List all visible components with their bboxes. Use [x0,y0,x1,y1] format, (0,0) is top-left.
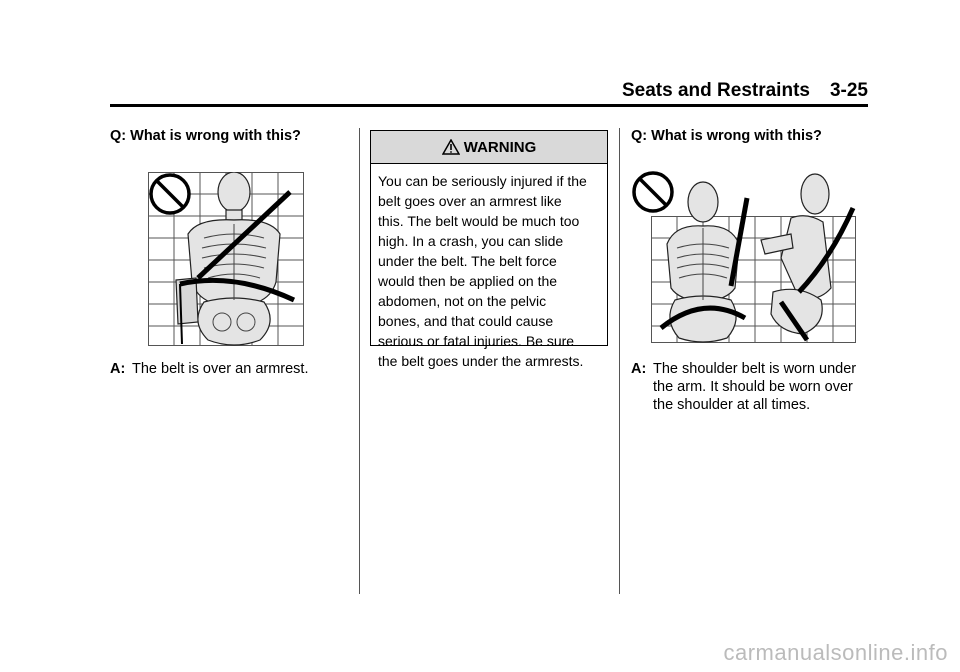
side-skeleton-figure [761,174,831,334]
warning-line: high. In a crash, you can slide [378,233,564,249]
warning-line: this. The belt would be much too [378,213,580,229]
answer-label: A: [631,361,647,377]
right-column [631,128,871,413]
answer-label: A: [110,361,126,377]
warning-line: belt goes over an armrest like [378,193,562,209]
warning-line: bones, and that could cause [378,313,554,329]
warning-line: abdomen, not on the pelvic [378,293,547,309]
warning-text [371,164,607,371]
right-answer [631,360,893,414]
answer-line: the shoulder at all times. [653,397,811,413]
answer-line: The shoulder belt is worn under [653,361,857,377]
column-divider [619,128,620,594]
warning-header [371,131,607,164]
answer-text: The belt is over an armrest. [132,361,309,377]
answer-line: the arm. It should be worn over [653,379,853,395]
warning-line: under the belt. The belt force [378,253,557,269]
warning-line: the belt goes under the armrests. [378,353,584,369]
prohibition-icon [151,175,189,213]
header-title [622,80,868,102]
warning-line: would then be applied on the [378,273,558,289]
section-title: Seats and Restraints [622,80,810,101]
page-header [110,78,868,107]
warning-triangle-icon [442,139,460,155]
left-column [110,128,350,377]
armrest-belt-illustration [148,172,346,350]
warning-line: serious or fatal injuries. Be sure [378,333,575,349]
warning-title: WARNING [463,138,537,156]
left-answer [110,360,372,378]
watermark: carmanualsonline.info [723,640,948,665]
warning-line: You can be seriously injured if the [378,173,587,189]
right-question: Q: What is wrong with this? [631,128,822,144]
left-question: Q: What is wrong with this? [110,128,301,144]
prohibition-icon [634,173,672,211]
page-number: 3-25 [829,80,868,101]
warning-box [370,130,608,369]
underarm-belt-illustration [631,168,861,348]
